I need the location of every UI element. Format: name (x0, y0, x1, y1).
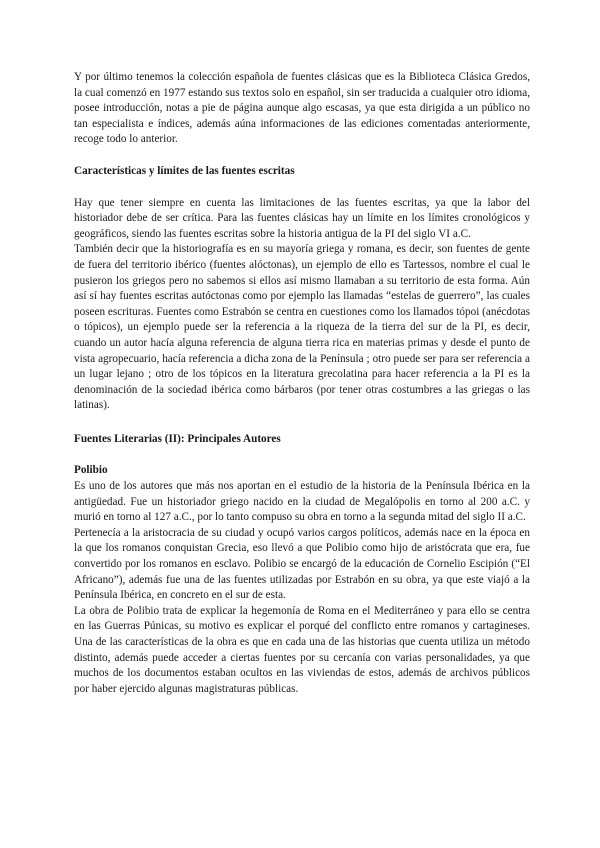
polibio-paragraph-3: La obra de Polibio trata de explicar la hegemonía de Roma en el Mediterráneo y para ello se centra en las Guerras Púnicas, su motivo es explicar el porqué del conflicto entre romanos y cartagineses. Una de las características de la obra es que en cada una de las historias que cuenta utiliza un método distinto, además puede acceder a ciertas fuentes por su cercanía con varias personalidades, ya que muchos de los documentos estaban ocultos en las viviendas de estos, además de archivos públicos por haber ejercido algunas magistraturas públicas. (74, 604, 530, 695)
polibio-paragraph-2: Pertenecía a la aristocracia de su ciudad y ocupó varios cargos políticos, además nace en la época en la que los romanos conquistan Grecia, eso llevó a que Polibio como hijo de aristócrata que era, fue convertido por los romanos en esclavo. Polibio se encargó de la educación de Cornelio Escipión (“El Africano”), además fue una de las fuentes utilizadas por Estrabón en su obra, ya que este viajó a la Península Ibérica, en concreto en el sur de esta. (74, 526, 530, 602)
spacer (74, 180, 530, 196)
polibio-paragraph-1: Es uno de los autores que más nos aportan en el estudio de la historia de la Península Ibérica en la antigüedad. Fue un historiador griego nacido en la ciudad de Megalópolis en torno al 200 a.C. y murió en torno al 127 a.C., por lo tanto compuso su obra en torno a la segunda mitad del siglo II a.C. (74, 480, 530, 524)
spacer (74, 148, 530, 164)
limits-paragraph-2: También decir que la historiografía es en su mayoría griega y romana, es decir, son fuentes de gente de fuera del territorio ibérico (fuentes alóctonas), un ejemplo de ello es Tartessos, nombre el cual le pusieron los griegos pero no sabemos si ellos así mismo llamaban a su territorio de esta forma. Aún así sí hay fuentes escritas autóctonas como por ejemplo las llamadas “estelas de guerrero”, las cuales poseen escrituras. Fuentes como Estrabón se centra en cuestiones como los llamados tópoi (anécdotas o tópicos), un ejemplo puede ser la referencia a la riqueza de la tierra del sur de la PI, es decir, cuando un autor hacía alguna referencia de alguna tierra rica en materias primas y desde el punto de vista agropecuario, hacía referencia a dicha zona de la Península ; otro puede ser para ser referencia a un lugar lejano ; otro de los tópicos en la literatura grecolatina para hacer referencia a la PI es la denominación de la sociedad ibérica como bárbaros (por tener otras costumbres a las griegas o las latinas). (74, 243, 530, 412)
limits-paragraph-1: Hay que tener siempre en cuenta las limitaciones de las fuentes escritas, ya que la labor del historiador debe de ser crítica. Para las fuentes clásicas hay un límite en los límites cronológicos y geográficos, siendo las fuentes escritas sobre la historia antigua de la PI del siglo VI a.C. (74, 196, 530, 240)
spacer (74, 414, 530, 432)
author-subheading-polibio: Polibio (74, 464, 108, 477)
section-heading-authors: Fuentes Literarias (II): Principales Autores (74, 432, 281, 445)
spacer (74, 447, 530, 463)
section-heading-limits: Características y límites de las fuentes escritas (74, 164, 295, 177)
intro-paragraph: Y por último tenemos la colección española de fuentes clásicas que es la Biblioteca Clásica Gredos, la cual comenzó en 1977 estando sus textos solo en español, sin ser traducida a cualquier otro idioma, posee introducción, notas a pie de página aunque algo escasas, ya que esta dirigida a un público no tan especialista e índices, además aúna informaciones de las ediciones comentadas anteriormente, recoge todo lo anterior. (74, 71, 530, 146)
document-page (74, 70, 530, 697)
